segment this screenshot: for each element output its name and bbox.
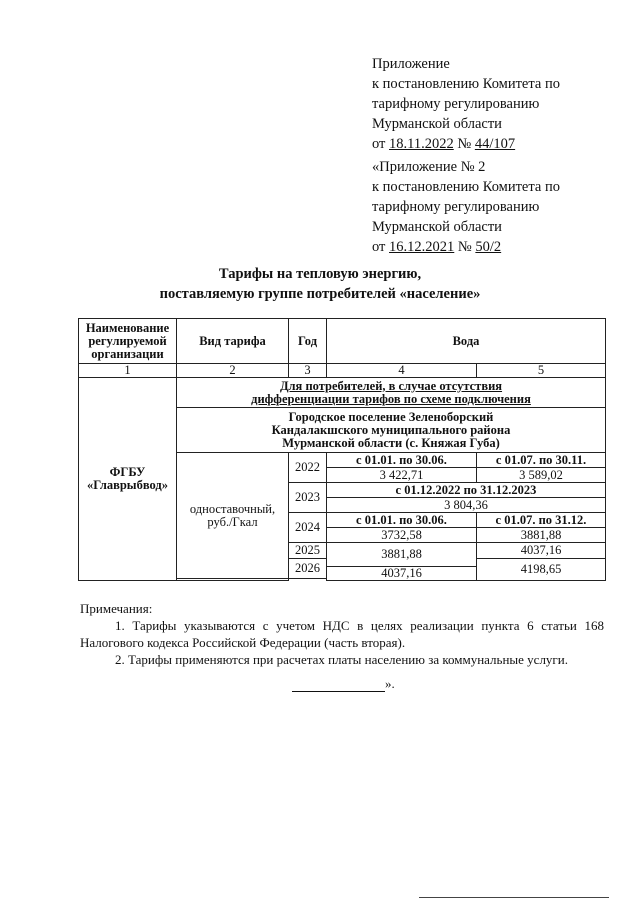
date-prefix: от	[372, 136, 386, 152]
blank-underline	[292, 678, 385, 692]
tariff-table	[78, 318, 606, 581]
tariff-value: 4198,65	[477, 559, 606, 581]
appendix-date-line	[372, 134, 560, 154]
section-row	[79, 378, 606, 408]
period-label: с 01.12.2022 по 31.12.2023	[327, 483, 606, 498]
appendix2-header	[372, 157, 560, 257]
locality-line: Мурманской области (с. Княжая Губа)	[282, 435, 500, 450]
note-item: 2. Тарифы применяются при расчетах платы населению за коммунальные услуги.	[115, 652, 568, 667]
footer-rule	[419, 897, 609, 898]
closing-quote: ».	[385, 676, 395, 691]
notes-heading: Примечания:	[80, 601, 153, 616]
resolution-date: 16.12.2021	[389, 239, 455, 255]
tariff-type-cell	[177, 453, 289, 579]
tariff-value: 3881,88	[477, 528, 606, 543]
tariff-value: 3 804,36	[327, 498, 606, 513]
header-year: Год	[289, 319, 327, 364]
column-number: 3	[289, 364, 327, 378]
tariff-value: 3 589,02	[477, 468, 606, 483]
section-heading	[177, 378, 606, 408]
tariff-value: 4037,16	[327, 567, 477, 581]
tariff-value: 3881,88	[327, 543, 477, 567]
section-line: Для потребителей, в случае отсутствия	[279, 378, 503, 393]
table-header-row	[79, 319, 606, 364]
appendix-line: Мурманской области	[372, 116, 502, 132]
year-cell: 2023	[289, 483, 327, 513]
column-number: 4	[327, 364, 477, 378]
year-cell: 2024	[289, 513, 327, 543]
appendix-line: Мурманской области	[372, 219, 502, 235]
appendix-line: к постановлению Комитета по	[372, 179, 560, 195]
period-label: с 01.01. по 30.06.	[327, 453, 477, 468]
appendix-header	[372, 54, 560, 154]
locality-heading	[177, 408, 606, 453]
tariff-type: одноставочный,	[189, 501, 276, 516]
tariff-value: 3732,58	[327, 528, 477, 543]
appendix-line: тарифному регулированию	[372, 96, 540, 112]
header-water: Вода	[327, 319, 606, 364]
header-org: Наименование регулируемой организации	[79, 319, 177, 364]
appendix-date-line	[372, 237, 560, 257]
org-name: «Главрыбвод»	[87, 478, 168, 492]
tariff-unit: руб./Гкал	[207, 514, 258, 529]
section-line: дифференциации тарифов по схеме подключения	[251, 391, 531, 406]
year-cell: 2025	[289, 543, 327, 559]
number-sign: №	[457, 239, 472, 255]
period-label: с 01.01. по 30.06.	[327, 513, 477, 528]
resolution-number: 44/107	[474, 136, 516, 152]
document-title	[0, 264, 640, 304]
year-cell: 2026	[289, 559, 327, 579]
appendix-line: «Приложение № 2	[372, 159, 486, 175]
closing-line	[292, 676, 395, 692]
appendix-line: к постановлению Комитета по	[372, 76, 560, 92]
period-label: с 01.07. по 31.12.	[477, 513, 606, 528]
column-number: 1	[79, 364, 177, 378]
locality-line: Городское поселение Зеленоборский	[288, 409, 494, 424]
resolution-number: 50/2	[475, 239, 502, 255]
column-number: 5	[477, 364, 606, 378]
org-name-cell	[79, 378, 177, 581]
appendix-line: тарифному регулированию	[372, 199, 540, 215]
locality-line: Кандалакшского муниципального района	[271, 422, 511, 437]
title-line: Тарифы на тепловую энергию,	[218, 266, 422, 282]
column-number: 2	[177, 364, 289, 378]
table-end-cell	[177, 579, 289, 581]
note-item: 1. Тарифы указываются с учетом НДС в целях реализации пункта 6 статьи 168 Налогового кодекса Российской Федерации (часть вторая).	[80, 618, 604, 650]
tariff-value: 4037,16	[477, 543, 606, 559]
resolution-date: 18.11.2022	[389, 136, 454, 152]
year-cell: 2022	[289, 453, 327, 483]
appendix-line: Приложение	[372, 56, 450, 72]
title-line: поставляемую группе потребителей «население»	[159, 286, 481, 302]
header-tariff-type: Вид тарифа	[177, 319, 289, 364]
number-sign: №	[457, 136, 472, 152]
org-name: ФГБУ	[109, 465, 146, 479]
tariff-value: 3 422,71	[327, 468, 477, 483]
date-prefix: от	[372, 239, 386, 255]
column-number-row	[79, 364, 606, 378]
notes-section	[80, 600, 604, 668]
period-label: с 01.07. по 30.11.	[477, 453, 606, 468]
